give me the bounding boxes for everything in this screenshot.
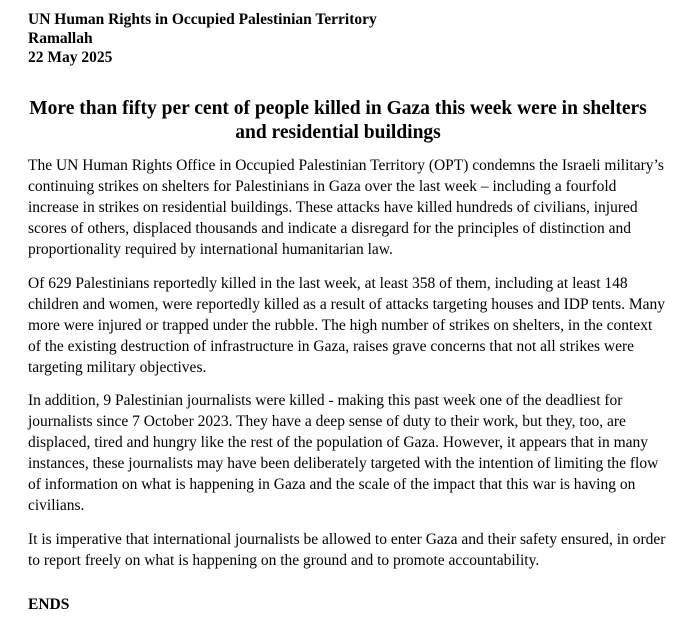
- release-date: 22 May 2025: [28, 49, 113, 66]
- body-paragraph-3: In addition, 9 Palestinian journalists were killed - making this past week one of the deadliest for journalists since 7 October 2023. They have a deep sense of duty to their work, but they, too, are displaced, tired and hungry like the rest of the population of Gaza. However, it appears that in many instances, these journalists may have been deliberately targeted with the intention of limiting the flow of information on what is happening in Gaza and the scale of the impact that this war is having on civilians.: [28, 392, 659, 514]
- body-paragraph-2: Of 629 Palestinians reportedly killed in the last week, at least 358 of them, including at least 148 children and women, were reportedly killed as a result of attacks targeting houses and IDP tents. Many more were injured or trapped under the rubble. The high number of strikes on shelters, in the context of the existing destruction of infrastructure in Gaza, raises grave concerns that not all strikes were targeting military objectives.: [28, 275, 666, 376]
- organization-name: UN Human Rights in Occupied Palestinian Territory: [28, 11, 377, 28]
- body-paragraph-4: It is imperative that international journalists be allowed to enter Gaza and their safety ensured, in order to report freely on what is happening on the ground and to promote accountability.: [28, 531, 666, 569]
- title-line-2: and residential buildings: [235, 122, 441, 143]
- title-line-1: More than fifty per cent of people killed in Gaza this week were in shelters: [29, 98, 647, 119]
- press-release-header: [28, 10, 377, 67]
- body-paragraph-1: The UN Human Rights Office in Occupied Palestinian Territory (OPT) condemns the Israeli military’s continuing strikes on shelters for Palestinians in Gaza over the last week – including a fourfold increase in strikes on residential buildings. These attacks have killed hundreds of civilians, injured scores of others, displaced thousands and indicate a disregard for the principles of distinction and proportionality required by international humanitarian law.: [28, 157, 664, 258]
- location: Ramallah: [28, 30, 93, 47]
- page-title: [20, 97, 656, 145]
- closing-marker: ENDS: [28, 596, 70, 613]
